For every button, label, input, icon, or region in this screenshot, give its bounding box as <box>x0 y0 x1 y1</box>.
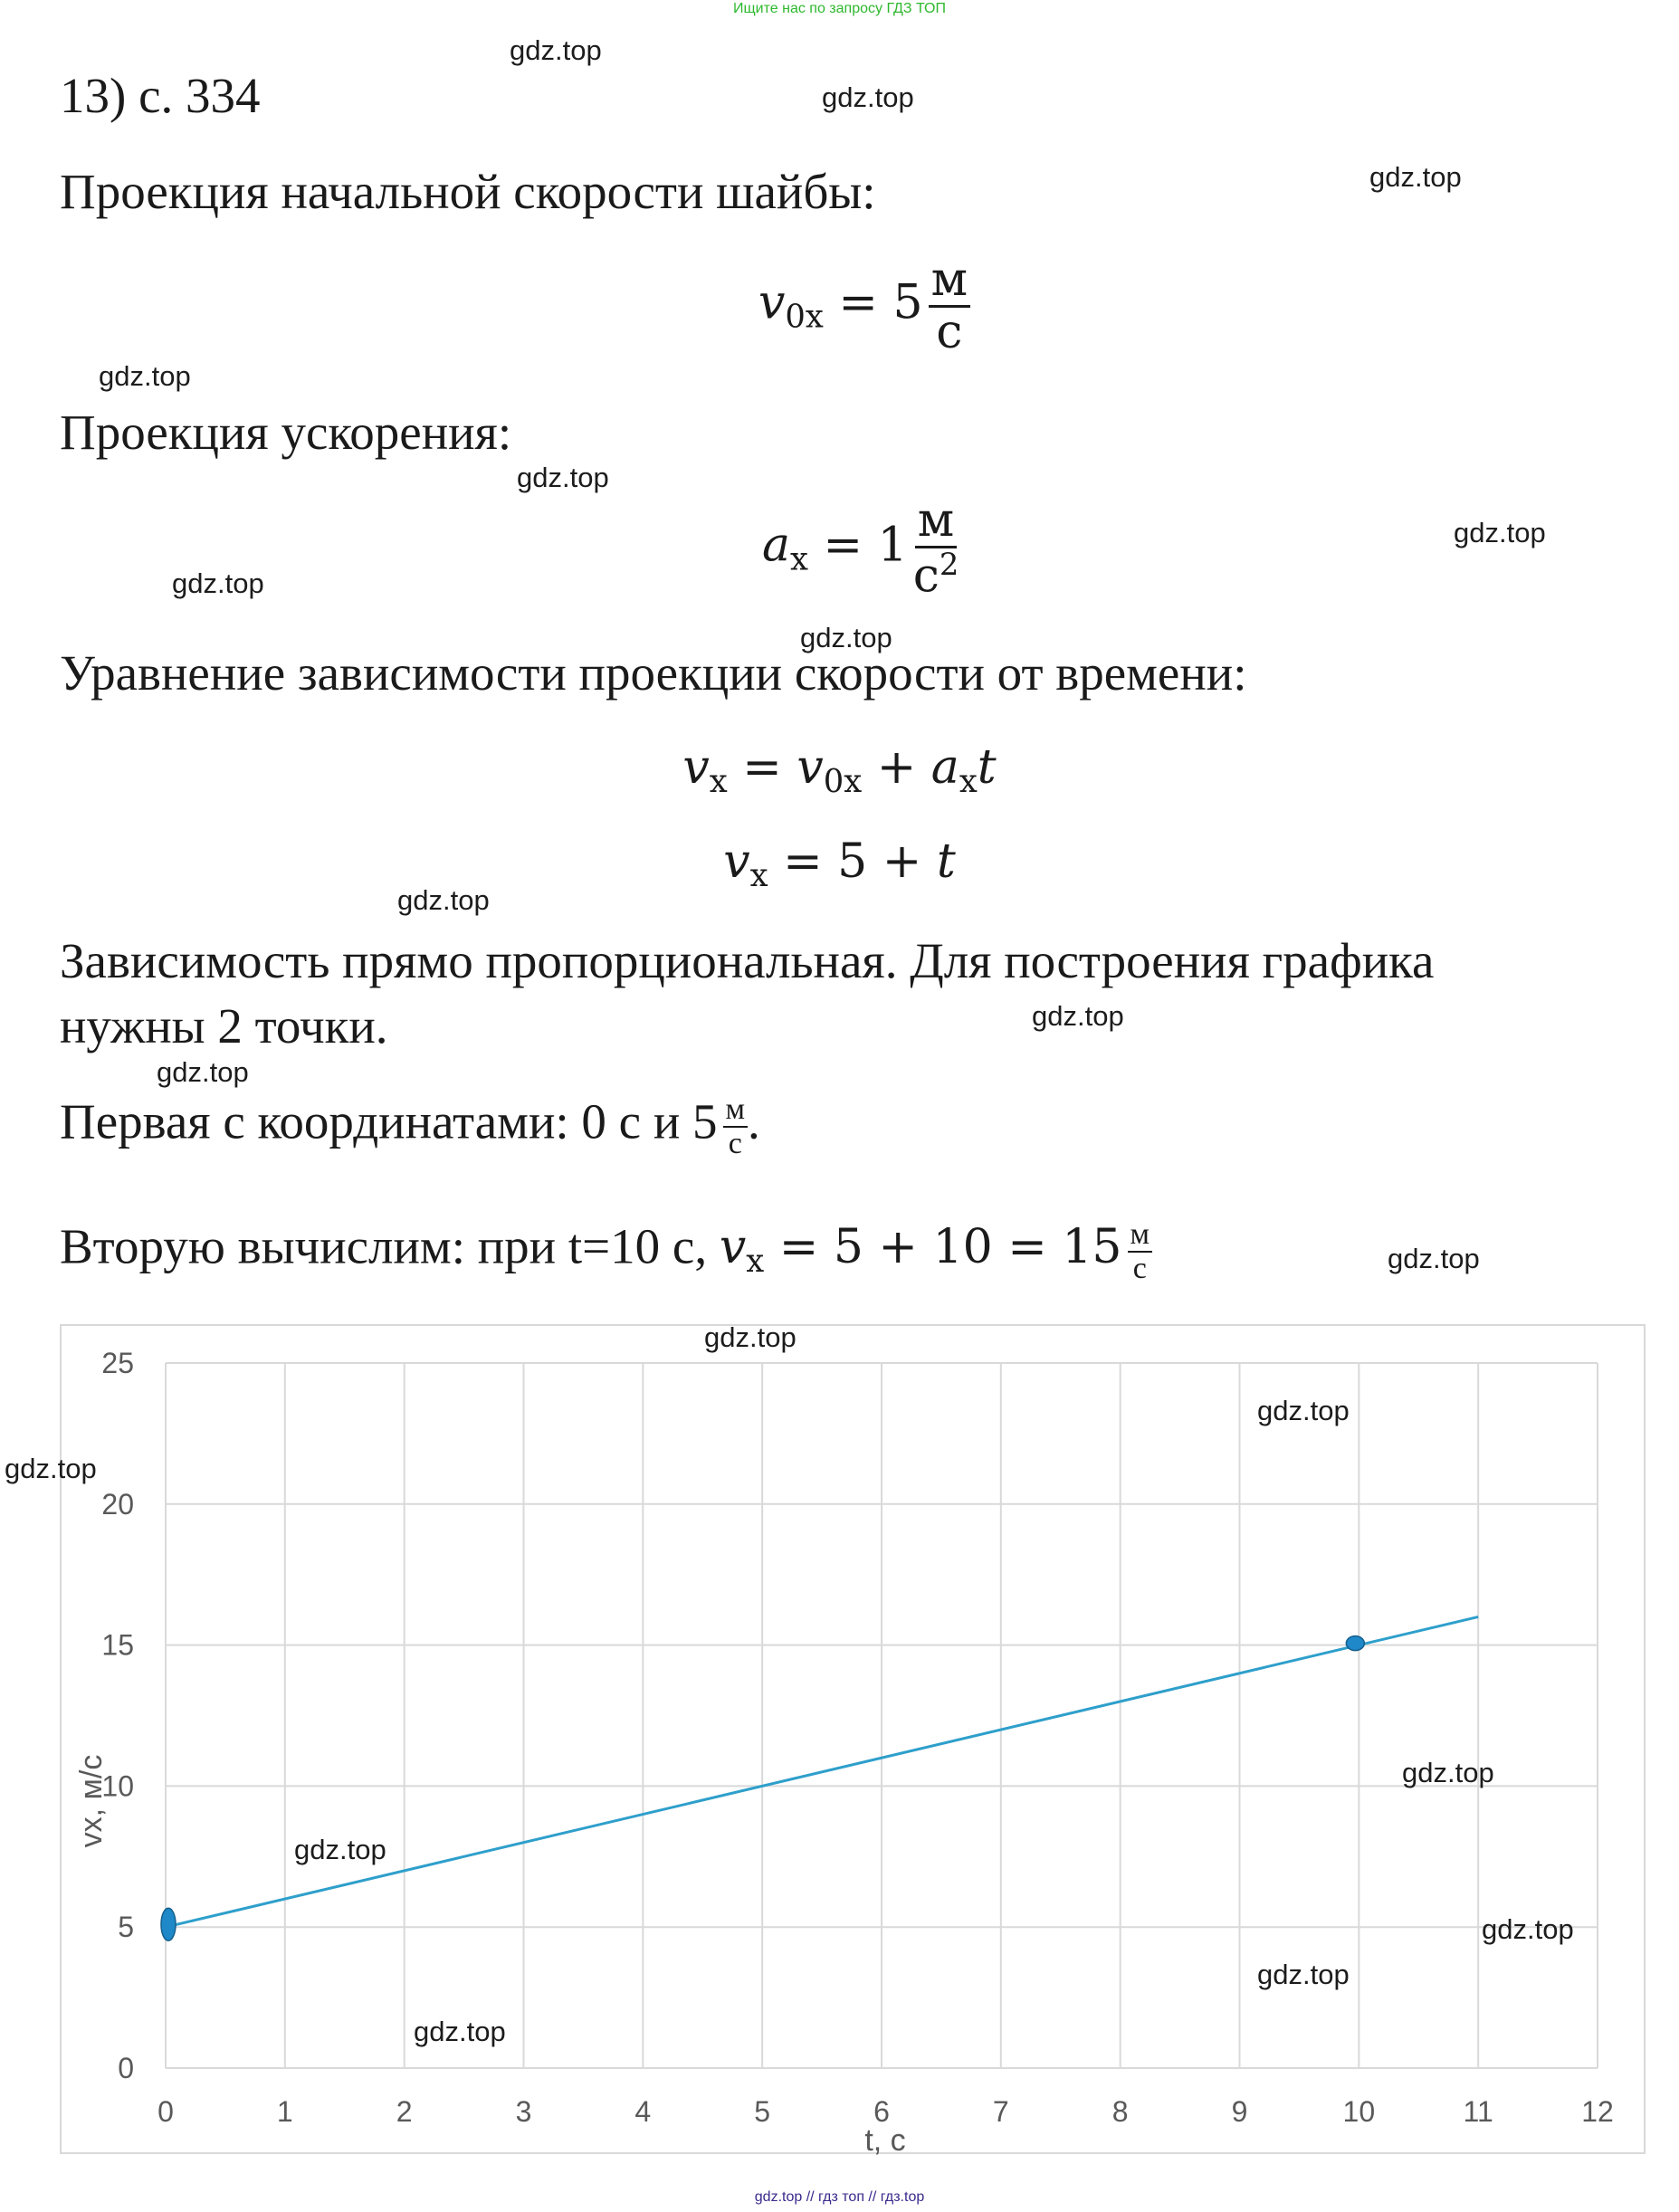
task-reference: 13) с. 334 <box>60 68 261 123</box>
watermark: gdz.top <box>1482 1913 1574 1945</box>
watermark: gdz.top <box>172 567 264 599</box>
equation-label: Уравнение зависимости проекции скорости от времени: <box>60 645 1247 701</box>
watermark: gdz.top <box>1369 161 1462 193</box>
series-line <box>166 1616 1478 1927</box>
a-subscript: x <box>790 540 808 578</box>
second-point-unit: $\frac{м}{с}$ <box>1128 1218 1153 1284</box>
x-tick-label: 8 <box>1111 2095 1129 2128</box>
a-value: = 1 <box>823 518 908 573</box>
acceleration-label: Проекция ускорения: <box>60 405 512 460</box>
x-tick-label: 2 <box>396 2095 413 2128</box>
watermark: gdz.top <box>397 884 490 916</box>
y-tick-label: 15 <box>101 1628 134 1662</box>
x-tick-label: 10 <box>1342 2095 1376 2128</box>
watermark: gdz.top <box>294 1834 386 1865</box>
x-tick-label: 12 <box>1581 2095 1614 2128</box>
v0-subscript: 0x <box>785 298 824 336</box>
watermark: gdz.top <box>822 81 914 113</box>
y-tick-label: 5 <box>118 1911 134 1944</box>
first-point-unit: $\frac{м}{с}$ <box>723 1093 749 1159</box>
watermark: gdz.top <box>1257 1395 1350 1426</box>
y-tick-label: 0 <box>118 2052 134 2084</box>
x-axis-title: t, c <box>864 2123 906 2158</box>
data-point <box>161 1908 176 1940</box>
watermark: gdz.top <box>1454 517 1546 548</box>
unit-denominator: с <box>936 304 963 359</box>
proportional-line-2: нужны 2 точки. <box>60 998 388 1054</box>
v0-value: = 5 <box>838 275 923 330</box>
x-tick-label: 11 <box>1463 2095 1493 2128</box>
watermark: gdz.top <box>1402 1757 1494 1788</box>
y-tick-label: 25 <box>101 1347 134 1379</box>
watermark: gdz.top <box>1388 1243 1480 1274</box>
proportional-line-1: Зависимость прямо пропорциональная. Для построения графика <box>60 933 1435 988</box>
x-tick-label: 3 <box>515 2095 532 2128</box>
top-banner[interactable]: Ищите нас по запросу ГДЗ ТОП <box>733 1 946 16</box>
x-tick-label: 5 <box>754 2095 771 2128</box>
watermark: gdz.top <box>1032 1000 1124 1032</box>
y-axis-title: vx, м/с <box>74 1754 109 1848</box>
unit-numerator: м <box>929 255 970 308</box>
second-point-text: Вторую вычислим: при t=10 с, $v_x = 5 + 10 = 15$ $\frac{м}{с}$ <box>60 1218 1152 1284</box>
watermark: gdz.top <box>157 1056 249 1088</box>
first-point-text: Первая с координатами: 0 с и 5 $\frac{м}{с}$ . <box>60 1092 760 1160</box>
watermark: gdz.top <box>517 462 609 493</box>
watermark: gdz.top <box>510 34 602 66</box>
x-tick-label: 4 <box>634 2095 652 2128</box>
bottom-banner[interactable]: gdz.top // гдз топ // гдз.top <box>754 2189 925 2205</box>
x-tick-label: 7 <box>992 2095 1009 2128</box>
data-point <box>1346 1636 1364 1651</box>
a-symbol: a <box>762 518 791 573</box>
unit-numerator: м <box>915 496 957 548</box>
watermark: gdz.top <box>5 1453 97 1484</box>
x-tick-label: 6 <box>873 2095 890 2128</box>
watermark: gdz.top <box>704 1321 797 1353</box>
x-tick-label: 0 <box>157 2095 174 2128</box>
y-tick-label: 10 <box>101 1769 134 1803</box>
unit-denominator: $с^2$ <box>912 546 959 604</box>
equation-specific: $v_x = 5 + t$ <box>723 834 956 894</box>
v0-symbol: v <box>758 275 786 330</box>
watermark: gdz.top <box>99 360 191 392</box>
y-tick-label: 20 <box>101 1487 134 1521</box>
watermark: gdz.top <box>414 2016 506 2047</box>
watermark: gdz.top <box>800 622 892 653</box>
watermark: gdz.top <box>1257 1959 1350 1990</box>
x-tick-label: 9 <box>1231 2095 1248 2128</box>
x-tick-label: 1 <box>276 2095 293 2128</box>
equation-general: $v_x = v_{0x} + a_xt$ <box>682 740 997 800</box>
initial-velocity-label: Проекция начальной скорости шайбы: <box>60 164 876 219</box>
